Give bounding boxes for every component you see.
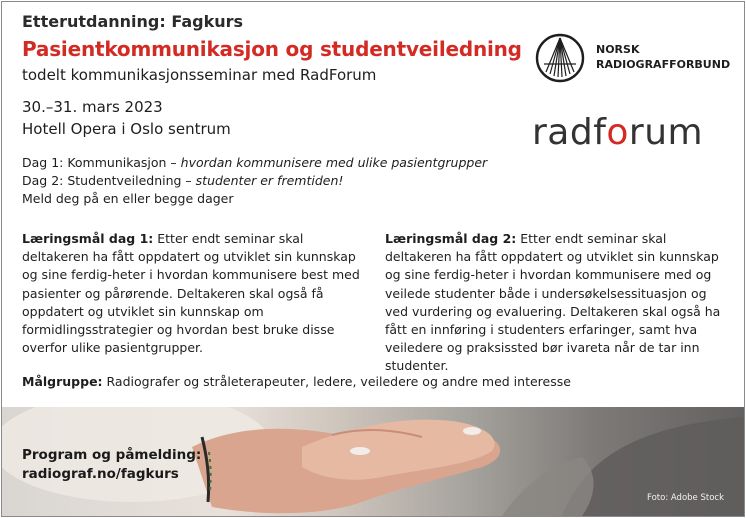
register-line: Meld deg på en eller begge dager [22, 191, 234, 206]
program-link[interactable]: radiograf.no/fagkurs [22, 466, 179, 482]
learning-goal-day1 [22, 230, 362, 357]
day2-line [22, 172, 487, 190]
target-text: Radiografer og stråleterapeuter, ledere, veiledere og andre med interesse [102, 374, 571, 389]
org-name-line1: NORSK [596, 43, 640, 56]
radforum-logo-pre: radf [532, 112, 607, 153]
target-label: Målgruppe: [22, 374, 103, 389]
program-label: Program og påmelding: [22, 447, 202, 463]
target-group [22, 374, 571, 389]
subtitle: todelt kommunikasjonsseminar med RadForum [22, 66, 377, 84]
program-info [22, 446, 201, 484]
day-list [22, 154, 487, 208]
org-name-line2: RADIOGRAFFORBUND [596, 58, 731, 71]
event-date: 30.–31. mars 2023 [22, 98, 163, 116]
org-name [596, 42, 730, 72]
day1-line [22, 154, 487, 172]
day2-prefix: Dag 2: Studentveiledning – [22, 173, 196, 188]
page-title: Pasientkommunikasjon og studentveiledning [22, 37, 522, 61]
goal1-text: Etter endt seminar skal deltakeren ha fått oppdatert og utviklet sin kunnskap og sine ferdig-heter i hvordan kommunisere best med pasienter og pårørende. Deltakeren skal også få oppdatert og utviklet sin kunnskap om formidlingsstrategier og hvordan best bruke disse overfor ulike pasientgrupper. [22, 231, 360, 356]
event-venue: Hotell Opera i Oslo sentrum [22, 120, 231, 138]
goal1-label: Læringsmål dag 1: [22, 231, 154, 246]
norsk-radiografforbund-logo [534, 32, 745, 92]
radiograf-emblem-icon [534, 32, 586, 84]
day2-topic: studenter er fremtiden! [195, 173, 344, 188]
radforum-logo-post: rum [628, 112, 704, 153]
goal2-label: Læringsmål dag 2: [385, 231, 517, 246]
goal2-text: Etter endt seminar skal deltakeren ha fått oppdatert og utviklet sin kunnskap og sine ferdig-heter i hvordan kommunisere med og veilede studenter både i undersøkelsessituasjon og ved vurdering og evaluering. Deltakeren skal også ha fått en innføring i studenters erfaringer, samt hva veiledere og praksissted bør ivareta når de tar inn studenter. [385, 231, 721, 374]
radforum-logo-o: o [606, 112, 629, 153]
radforum-logo [532, 112, 703, 153]
kicker: Etterutdanning: Fagkurs [22, 12, 244, 31]
day1-prefix: Dag 1: Kommunikasjon – [22, 155, 181, 170]
day1-topic: hvordan kommunisere med ulike pasientgrupper [180, 155, 488, 170]
learning-goal-day2 [385, 230, 725, 376]
photo-credit: Foto: Adobe Stock [647, 493, 724, 503]
course-flyer [1, 1, 745, 517]
